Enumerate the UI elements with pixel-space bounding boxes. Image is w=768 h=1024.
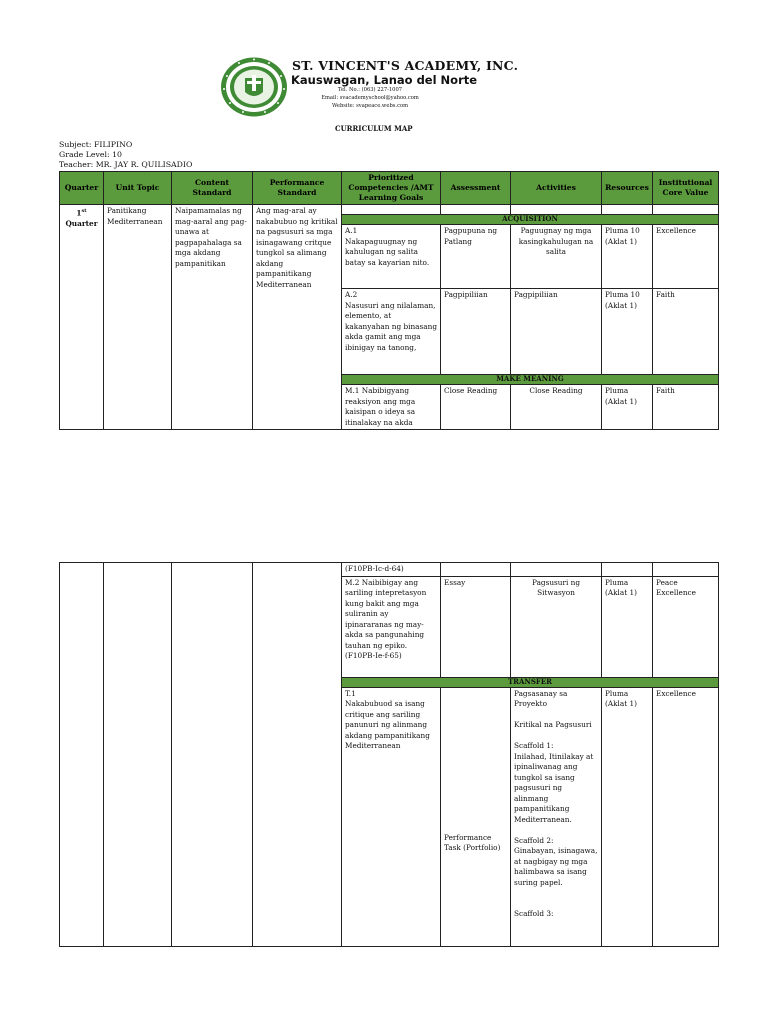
content-standard-cell: Naipamamalas ng mag-aaral ang pag-unawa at pagpapahalaga sa mga akdang pampanitikan — [172, 205, 253, 430]
school-email: Email: svacademyschool@yahoo.com — [321, 95, 419, 101]
value-m2: Peace Excellence — [653, 576, 719, 677]
col-header-quarter: Quarter — [60, 172, 104, 205]
document-title: CURRICULUM MAP — [335, 124, 413, 133]
quarter-cell: 1st Quarter — [60, 205, 104, 430]
col-header-assessment: Assessment — [441, 172, 511, 205]
curriculum-map-table-2 — [59, 562, 719, 947]
col-header-competencies: Prioritized Competencies /AMT Learning Goals — [342, 172, 441, 205]
col-header-content-standard: Content Standard — [172, 172, 253, 205]
empty-cell — [602, 205, 653, 215]
competency-a1: A.1 Nakapaguugnay ng kahulugan ng salita batay sa kayarian nito. — [342, 225, 441, 289]
school-location: Kauswagan, Lanao del Norte — [291, 73, 478, 87]
empty-cell — [653, 563, 719, 577]
resources-t1: Pluma (Aklat 1) — [602, 687, 653, 946]
empty-cell — [653, 205, 719, 215]
band-acquisition: ACQUISITION — [342, 215, 719, 225]
assessment-m2: Essay — [441, 576, 511, 677]
assessment-a1: Pagpupuna ng Patlang — [441, 225, 511, 289]
band-make-meaning: MAKE MEANING — [342, 375, 719, 385]
assessment-a2: Pagpipiliian — [441, 289, 511, 375]
value-a2: Faith — [653, 289, 719, 375]
col-header-performance-standard: Performance Standard — [253, 172, 342, 205]
subject-line: Subject: FILIPINO — [59, 140, 133, 149]
empty-cell — [602, 563, 653, 577]
resources-a1: Pluma 10 (Aklat 1) — [602, 225, 653, 289]
empty-content-standard-cell — [172, 563, 253, 947]
school-website: Website: svapeace.webs.com — [331, 103, 409, 109]
teacher-line: Teacher: MR. JAY R. QUILISADIO — [59, 160, 193, 169]
empty-unit-topic-cell — [104, 563, 172, 947]
col-header-resources: Resources — [602, 172, 653, 205]
empty-cell — [511, 205, 602, 215]
value-a1: Excellence — [653, 225, 719, 289]
empty-cell — [441, 563, 511, 577]
empty-quarter-cell — [60, 563, 104, 947]
col-header-core-value: Institutional Core Value — [653, 172, 719, 205]
activities-a2: Pagpipiliian — [511, 289, 602, 375]
competency-m1: M.1 Nabibigyang reaksiyon ang mga kaisipan o ideya sa itinalakay na akda — [342, 385, 441, 430]
grade-level-line: Grade Level: 10 — [59, 150, 123, 159]
performance-standard-cell: Ang mag-aral ay nakabubuo ng kritikal na pagsusuri sa mga isinagawang critque tungkol sa alimang akdang pampanitikang Mediterranean — [253, 205, 342, 430]
resources-a2: Pluma 10 (Aklat 1) — [602, 289, 653, 375]
competency-a2: A.2 Nasusuri ang nilalaman, elemento, at kakanyahan ng binasang akda gamit ang mga ibinigay na tanong, — [342, 289, 441, 375]
curriculum-map-table-1 — [59, 171, 719, 430]
competency-m2: M.2 Naibibigay ang sariling intepretasyon kung bakit ang mga suliranin ay ipinararanas ng may-akda sa pangunahing tauhan ng epiko. (F10PB-Ie-f-65) — [342, 576, 441, 677]
assessment-m1: Close Reading — [441, 385, 511, 430]
activities-t1: Pagsasanay sa Proyekto Kritikal na Pagsusuri Scaffold 1: Inilahad, Itinilakay at ipinaliwanag ang tungkol sa isang pagsusuri ng alinmang pampanitikang Mediterranean. Scaffold 2: Ginabayan, isinagawa, at nagbigay ng mga halimbawa sa isang suring papel. Scaffold 3: — [511, 687, 602, 946]
activities-m1: Close Reading — [511, 385, 602, 430]
col-header-unit-topic: Unit Topic — [104, 172, 172, 205]
school-seal-logo — [219, 56, 289, 118]
band-transfer: TRANSFER — [342, 677, 719, 687]
competency-t1: T.1 Nakabubuod sa isang critique ang sariling panunuri ng alinmang akdang pampanitikang Mediterranean — [342, 687, 441, 946]
activities-a1: Paguugnay ng mga kasingkahulugan na salita — [511, 225, 602, 289]
school-tel: Tel. No.: (063) 227-1007 — [337, 87, 403, 93]
value-t1: Excellence — [653, 687, 719, 946]
empty-cell — [511, 563, 602, 577]
activities-m2: Pagsusuri ng Sitwasyon — [511, 576, 602, 677]
resources-m1: Pluma (Aklat 1) — [602, 385, 653, 430]
empty-cell — [441, 205, 511, 215]
col-header-activities: Activities — [511, 172, 602, 205]
school-name: ST. VINCENT'S ACADEMY, INC. — [292, 58, 519, 73]
empty-cell — [342, 205, 441, 215]
resources-m2: Pluma (Aklat 1) — [602, 576, 653, 677]
competency-code-cell: (F10PB-Ic-d-64) — [342, 563, 441, 577]
unit-topic-cell: Panitikang Mediterranean — [104, 205, 172, 430]
value-m1: Faith — [653, 385, 719, 430]
empty-performance-standard-cell — [253, 563, 342, 947]
assessment-t1: Performance Task (Portfolio) — [441, 687, 511, 946]
